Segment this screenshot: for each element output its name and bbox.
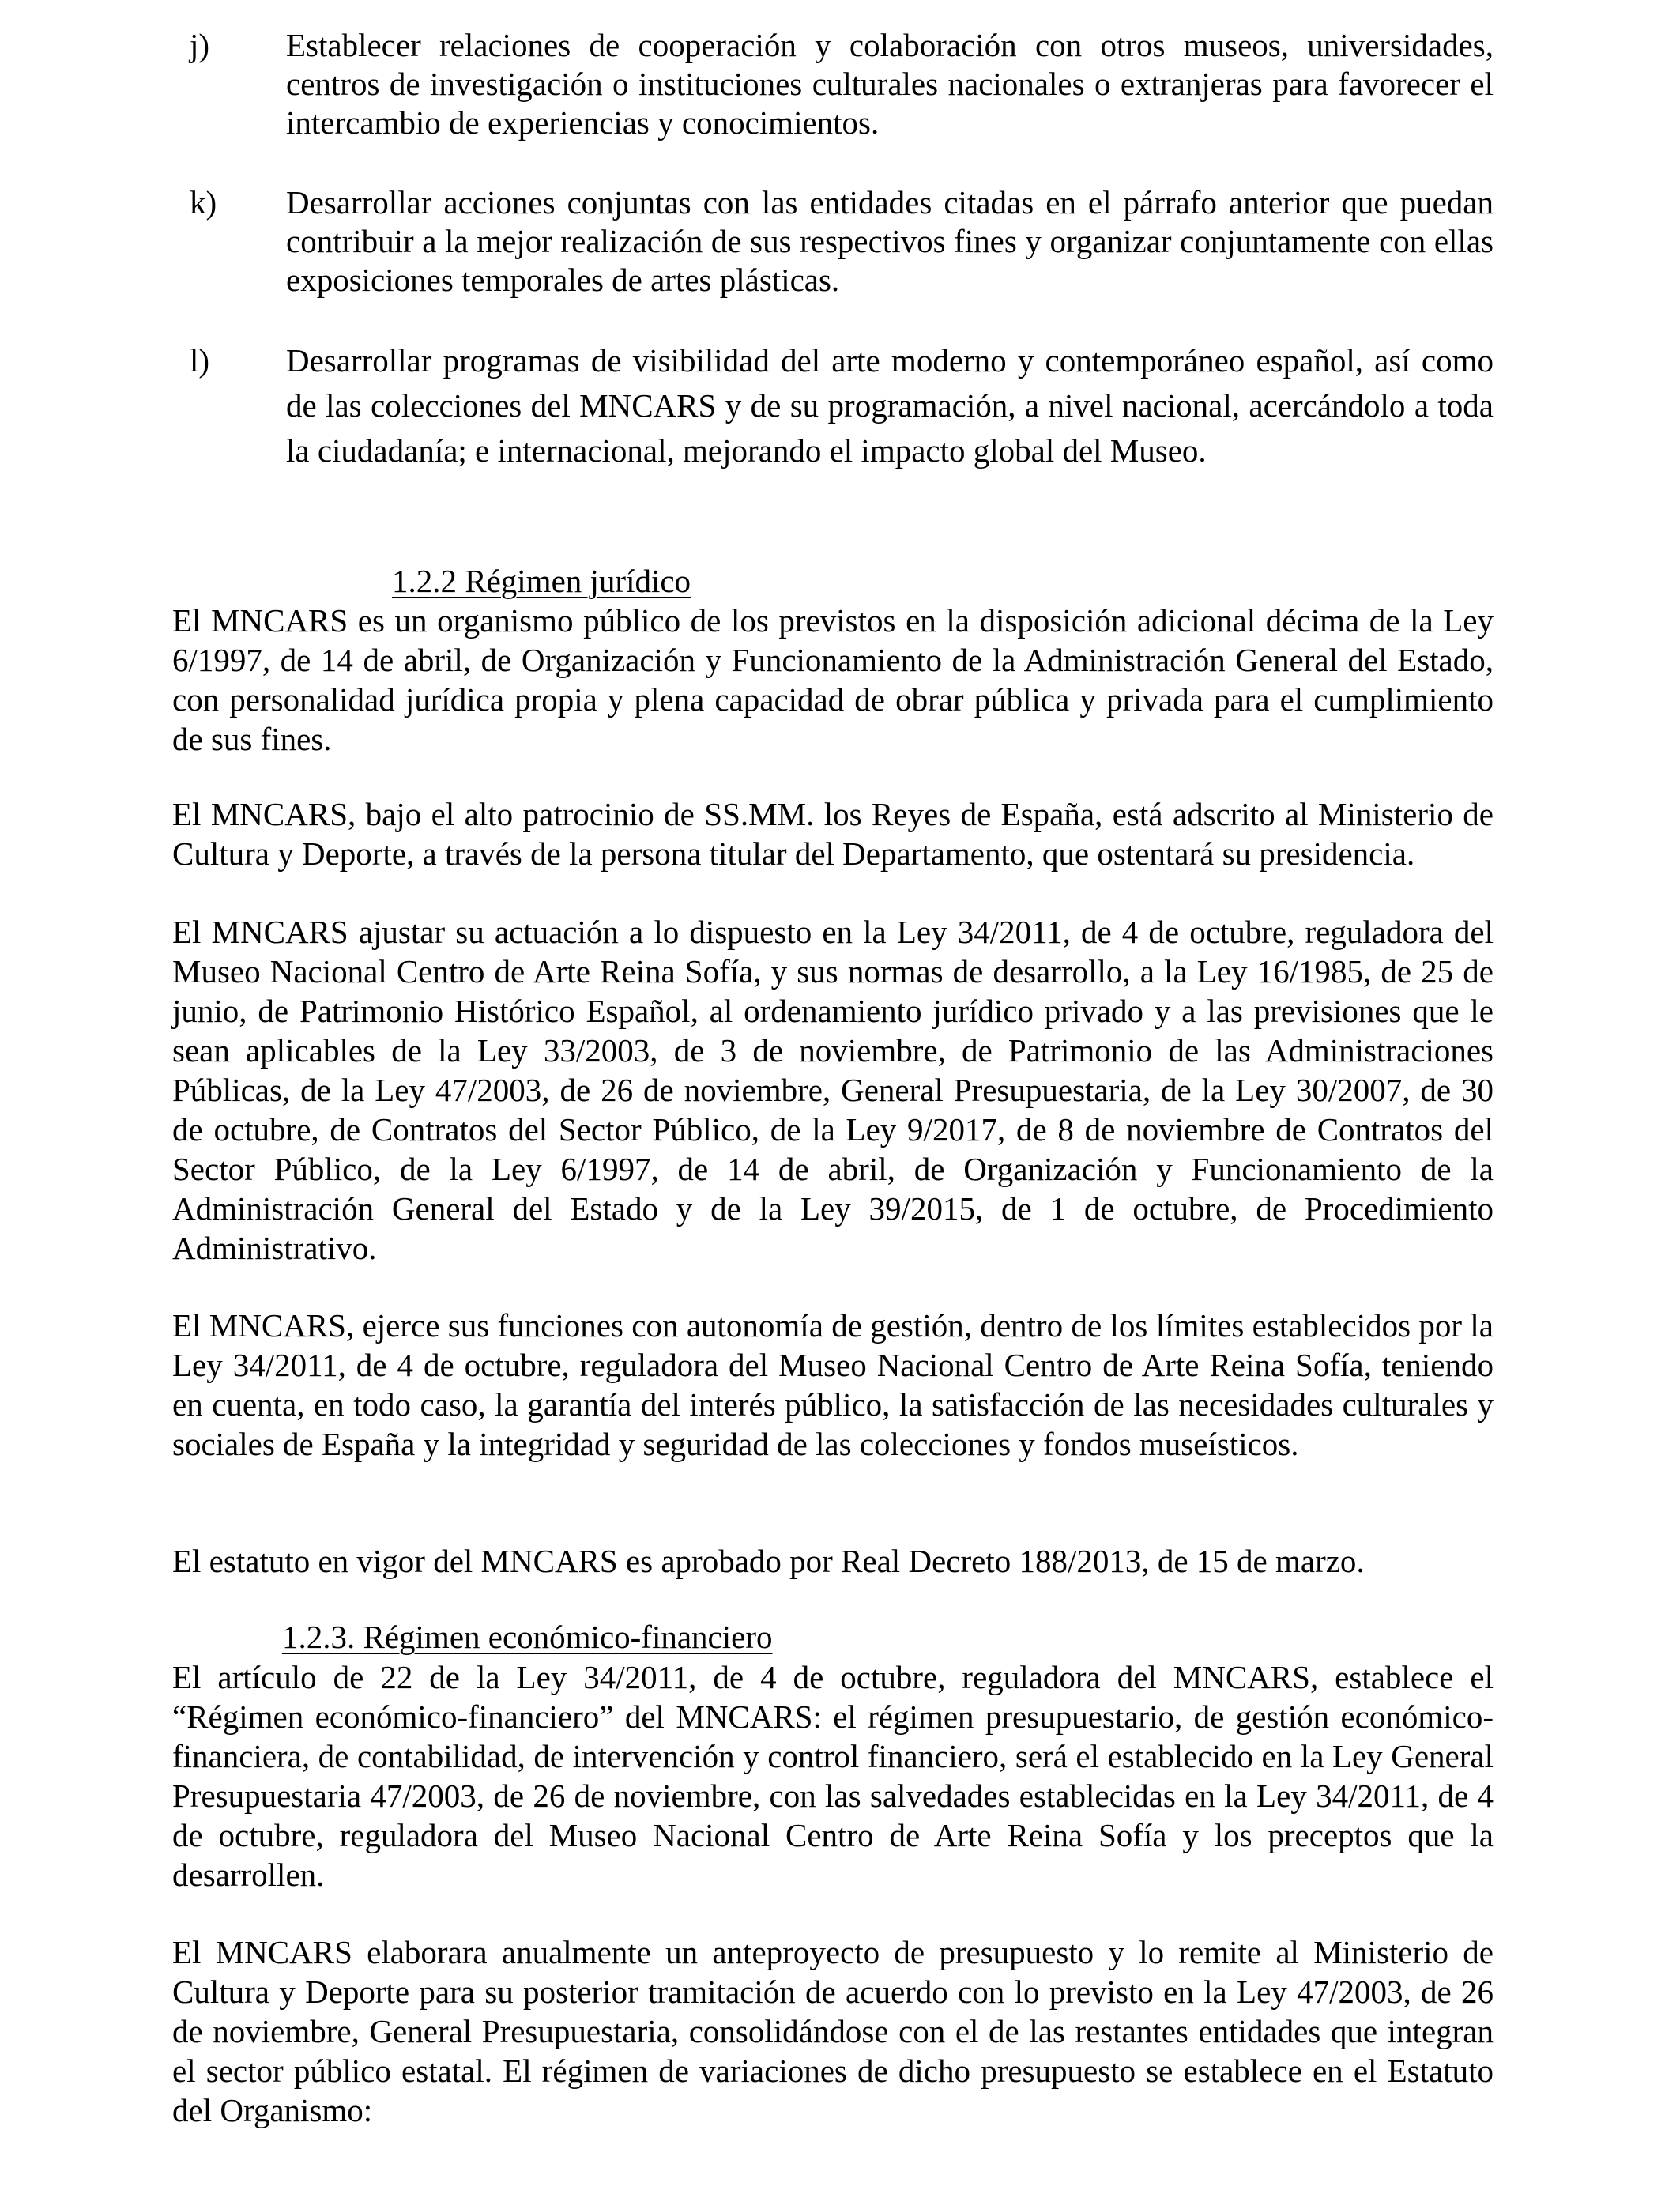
section-heading-regimen-juridico: 1.2.2 Régimen jurídico — [392, 563, 691, 599]
paragraph: El MNCARS elaborara anualmente un anteproyecto de presupuesto y lo remite al Ministerio de Cultura y Deporte para su posterior tramitación de acuerdo con lo previsto en la Ley 47/2003, de 26 de noviembre, General Presupuestaria, consolidándose con el de las restantes entidades que integran el sector público estatal. El régimen de variaciones de dicho presupuesto se establece en el Estatuto del Organismo: — [172, 1934, 1494, 2128]
list-item-text: Desarrollar programas de visibilidad del arte moderno y contemporáneo español, así como de las colecciones del MNCARS y de su programación, a nivel nacional, acercándolo a toda la ciudadanía; e internacional, mejorando el impacto global del Museo. — [286, 342, 1494, 469]
paragraph: El MNCARS, ejerce sus funciones con autonomía de gestión, dentro de los límites establecidos por la Ley 34/2011, de 4 de octubre, reguladora del Museo Nacional Centro de Arte Reina Sofía, teniendo en cuenta, en todo caso, la garantía del interés público, la satisfacción de las necesidades culturales y sociales de España y la integridad y seguridad de las colecciones y fondos museísticos. — [172, 1307, 1494, 1462]
paragraph: El estatuto en vigor del MNCARS es aprobado por Real Decreto 188/2013, de 15 de marzo. — [172, 1543, 1365, 1579]
list-marker: j) — [190, 27, 210, 63]
paragraph: El MNCARS, bajo el alto patrocinio de SS.MM. los Reyes de España, está adscrito al Ministerio de Cultura y Deporte, a través de la persona titular del Departamento, que ostentará su presidencia. — [172, 796, 1494, 872]
section-heading-regimen-economico: 1.2.3. Régimen económico-financiero — [282, 1619, 773, 1655]
list-item-text: Establecer relaciones de cooperación y colaboración con otros museos, universidades, centros de investigación o instituciones culturales nacionales o extranjeras para favorecer el intercambio de experiencias y conocimientos. — [286, 27, 1494, 141]
paragraph: El MNCARS es un organismo público de los previstos en la disposición adicional décima de la Ley 6/1997, de 14 de abril, de Organización y Funcionamiento de la Administración General del Estado, con personalidad jurídica propia y plena capacidad de obrar pública y privada para el cumplimiento de sus fines. — [172, 602, 1494, 757]
paragraph: El MNCARS ajustar su actuación a lo dispuesto en la Ley 34/2011, de 4 de octubre, reguladora del Museo Nacional Centro de Arte Reina Sofía, y sus normas de desarrollo, a la Ley 16/1985, de 25 de junio, de Patrimonio Histórico Español, al ordenamiento jurídico privado y a las previsiones que le sean aplicables de la Ley 33/2003, de 3 de noviembre, de Patrimonio de las Administraciones Públicas, de la Ley 47/2003, de 26 de noviembre, General Presupuestaria, de la Ley 30/2007, de 30 de octubre, de Contratos del Sector Público, de la Ley 9/2017, de 8 de noviembre de Contratos del Sector Público, de la Ley 6/1997, de 14 de abril, de Organización y Funcionamiento de la Administración General del Estado y de la Ley 39/2015, de 1 de octubre, de Procedimiento Administrativo. — [172, 914, 1494, 1266]
list-item-j — [190, 26, 1494, 142]
paragraph: El artículo de 22 de la Ley 34/2011, de 4 de octubre, reguladora del MNCARS, establece el “Régimen económico-financiero” del MNCARS: el régimen presupuestario, de gestión económico-financiera, de contabilidad, de intervención y control financiero, será el establecido en la Ley General Presupuestaria 47/2003, de 26 de noviembre, con las salvedades establecidas en la Ley 34/2011, de 4 de octubre, reguladora del Museo Nacional Centro de Arte Reina Sofía y los preceptos que la desarrollen. — [172, 1659, 1494, 1893]
list-item-k — [190, 183, 1494, 300]
list-marker: k) — [190, 184, 217, 221]
list-marker: l) — [190, 342, 210, 379]
list-item-l — [190, 338, 1494, 473]
list-item-text: Desarrollar acciones conjuntas con las entidades citadas en el párrafo anterior que puedan contribuir a la mejor realización de sus respectivos fines y organizar conjuntamente con ellas exposiciones temporales de artes plásticas. — [286, 184, 1494, 298]
